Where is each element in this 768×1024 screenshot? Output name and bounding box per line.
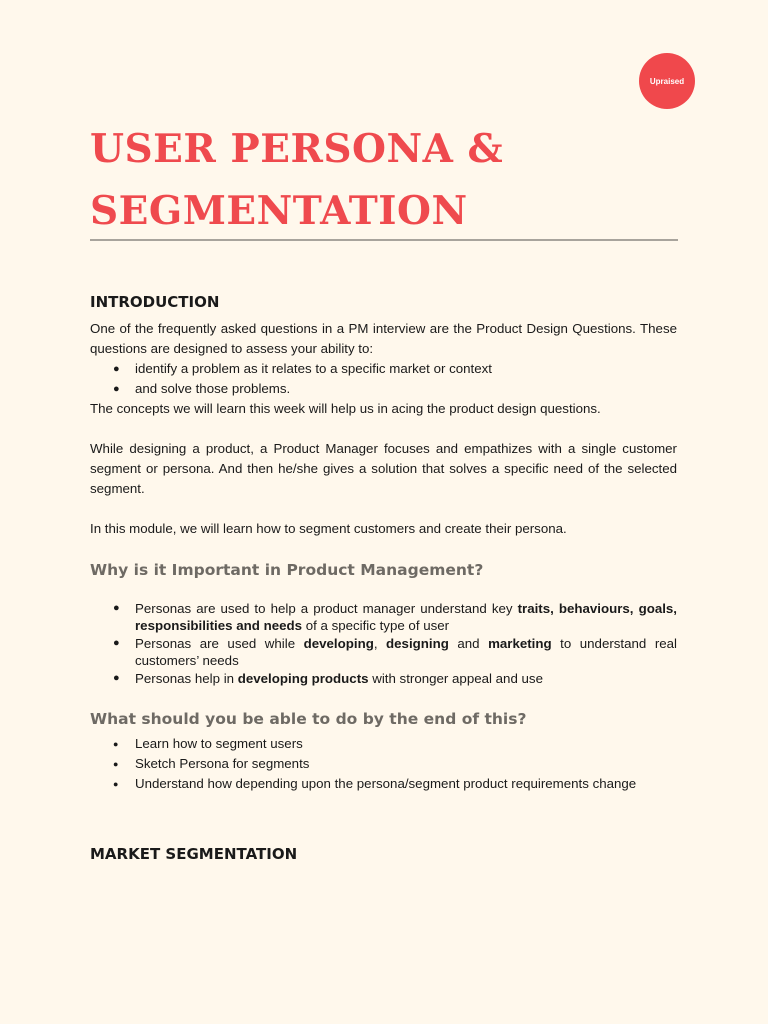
introduction-heading: INTRODUCTION: [90, 293, 220, 311]
designing-paragraph: While designing a product, a Product Manager focuses and empathizes with a single customer segment or persona. And then he/she gives a solution that solves a specific need of the selected segment.: [90, 441, 677, 496]
module-paragraph: In this module, we will learn how to segment customers and create their persona.: [90, 521, 567, 536]
list-item: ● Personas help in developing products with stronger appeal and use: [113, 671, 543, 686]
introduction-paragraph: One of the frequently asked questions in a PM interview are the Product Design Questions. These questions are designed to assess your ability to:: [90, 321, 677, 356]
bullet-icon: ●: [113, 383, 120, 395]
market-segmentation-heading: MARKET SEGMENTATION: [90, 845, 298, 863]
bullet-icon: ●: [113, 779, 119, 789]
concepts-paragraph: The concepts we will learn this week will help us in acing the product design questions.: [90, 401, 601, 416]
bullet-icon: ●: [113, 637, 120, 649]
introduction-bullet-list: [90, 359, 677, 399]
list-item: ● Personas are used while developing, designing and marketing to understand real customers’ needs: [113, 636, 677, 668]
bullet-icon: ●: [113, 759, 119, 769]
outcomes-heading: What should you be able to do by the end of this?: [90, 710, 527, 728]
list-item: ● Sketch Persona for segments: [90, 754, 677, 774]
logo-text: Upraised: [649, 76, 685, 86]
title-divider: [90, 239, 678, 241]
bullet-icon: ●: [113, 363, 120, 375]
list-item: ● Learn how to segment users: [90, 734, 677, 754]
title-line-1: USER PERSONA &: [90, 126, 504, 172]
bullet-icon: ●: [113, 602, 120, 614]
list-item: ● identify a problem as it relates to a specific market or context: [90, 359, 677, 379]
upraised-logo: [639, 53, 695, 109]
title-line-2: SEGMENTATION: [90, 188, 468, 234]
list-item: ● and solve those problems.: [90, 379, 677, 399]
bullet-icon: ●: [113, 672, 120, 684]
list-item: ● Personas are used to help a product manager understand key traits, behaviours, goals, responsibilities and needs of a specific type of user: [113, 601, 677, 633]
list-item: ● Understand how depending upon the persona/segment product requirements change: [90, 774, 677, 794]
bullet-icon: ●: [113, 739, 119, 749]
page-title: [90, 118, 680, 242]
why-important-bullet-list: [90, 600, 677, 688]
why-important-heading: Why is it Important in Product Management?: [90, 561, 484, 579]
outcomes-bullet-list: [90, 734, 677, 794]
